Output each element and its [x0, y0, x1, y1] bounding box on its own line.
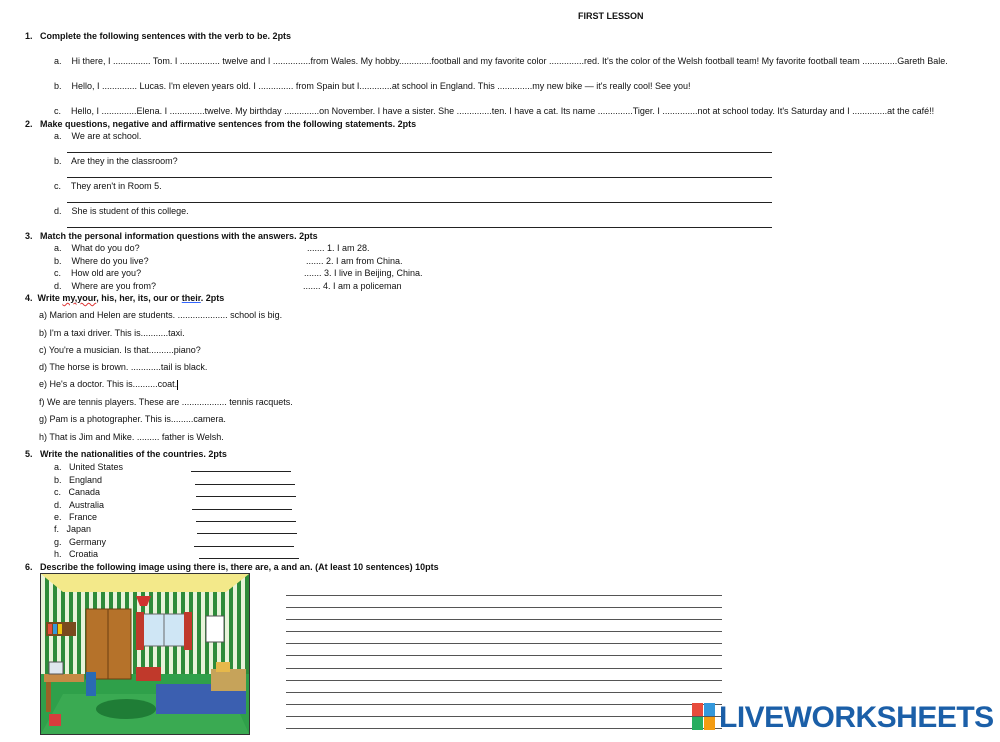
s5-item-e	[54, 512, 97, 522]
nationality-line[interactable]	[194, 546, 294, 547]
s2-item-a	[54, 131, 141, 141]
heading-part: Write	[37, 293, 63, 303]
s5-item-c	[54, 487, 100, 497]
writing-line[interactable]	[286, 728, 722, 729]
item-letter: c.	[54, 487, 62, 497]
section-6-heading	[25, 562, 439, 572]
item-letter: g.	[54, 537, 62, 547]
nationality-line[interactable]	[192, 509, 292, 510]
answer-line[interactable]	[67, 152, 772, 153]
section-1-title: Complete the following sentences with the verb to be. 2pts	[40, 31, 292, 41]
section-2-title: Make questions, negative and affirmative sentences from the following statements. 2pts	[40, 119, 417, 129]
item-letter: d.	[54, 500, 62, 510]
s3-question-d	[54, 281, 156, 291]
s4-item-d: d) The horse is brown. ............tail is black.	[39, 362, 208, 372]
item-letter: e.	[54, 512, 62, 522]
writing-line[interactable]	[286, 704, 722, 705]
writing-line[interactable]	[286, 668, 722, 669]
s5-item-g	[54, 537, 106, 547]
text-cursor	[177, 380, 178, 390]
section-2-heading	[25, 119, 416, 129]
s4-item-b: b) I'm a taxi driver. This is...........taxi.	[39, 328, 185, 338]
item-letter: a.	[54, 462, 62, 472]
item-letter: f.	[54, 524, 60, 534]
section-5-title: Write the nationalities of the countries. 2pts	[40, 449, 227, 459]
s2-item-c	[54, 181, 162, 191]
bedroom-illustration	[40, 573, 250, 735]
section-5-heading	[25, 449, 227, 459]
writing-line[interactable]	[286, 692, 722, 693]
item-letter: b.	[54, 81, 62, 91]
sentence-text: Hi there, I ............... Tom. I ................ twelve and I ...............from Wales. My hobby.............football and my favorite color ..............red. It's the color of the Welsh football team! My favorite football team ..............Gareth Bale.	[71, 56, 948, 66]
country-name: Croatia	[69, 549, 99, 559]
s4-item-a: a) Marion and Helen are students. .................... school is big.	[39, 310, 283, 320]
country-name: Germany	[69, 537, 107, 547]
s2-item-d	[54, 206, 189, 216]
section-5-number: 5.	[25, 449, 33, 459]
section-3-number: 3.	[25, 231, 33, 241]
s4-item-f: f) We are tennis players. These are .................. tennis racquets.	[39, 397, 293, 407]
item-letter: b.	[54, 256, 62, 266]
section-1-number: 1.	[25, 31, 33, 41]
s5-item-b	[54, 475, 102, 485]
nationality-line[interactable]	[196, 496, 296, 497]
writing-line[interactable]	[286, 607, 722, 608]
item-letter: d.	[54, 206, 62, 216]
statement-text: Are they in the classroom?	[71, 156, 178, 166]
item-letter: a.	[54, 131, 62, 141]
heading-part: my,your	[62, 293, 97, 303]
s4-item-e	[39, 379, 178, 390]
section-4-heading	[25, 293, 224, 303]
item-letter: c.	[54, 268, 62, 278]
nationality-line[interactable]	[197, 533, 297, 534]
nationality-line[interactable]	[195, 484, 295, 485]
nationality-line[interactable]	[191, 471, 291, 472]
item-letter: c.	[54, 106, 62, 116]
question-text: Where are you from?	[71, 281, 157, 291]
item-letter: h.	[54, 549, 62, 559]
heading-part: their	[181, 293, 201, 303]
s3-answer-2[interactable]: ....... 2. I am from China.	[306, 256, 403, 266]
s5-item-f	[54, 524, 91, 534]
writing-line[interactable]	[286, 595, 722, 596]
country-name: United States	[69, 462, 124, 472]
answer-line[interactable]	[67, 177, 772, 178]
item-letter: d.	[54, 281, 62, 291]
section-6-number: 6.	[25, 562, 33, 572]
s3-answer-4[interactable]: ....... 4. I am a policeman	[303, 281, 402, 291]
sentence-text: Hello, I .............. Lucas. I'm eleven years old. I .............. from Spain but I.............at school in England. This ..............my new bike — it's really cool! See you!	[71, 81, 691, 91]
s4-item-g: g) Pam is a photographer. This is.........camera.	[39, 414, 226, 424]
s3-answer-1[interactable]: ....... 1. I am 28.	[307, 243, 370, 253]
section-2-number: 2.	[25, 119, 33, 129]
item-letter: b.	[54, 475, 62, 485]
question-text: Where do you live?	[71, 256, 149, 266]
question-text: How old are you?	[71, 268, 142, 278]
s5-item-a	[54, 462, 123, 472]
item-letter: b.	[54, 156, 62, 166]
country-name: Australia	[69, 500, 105, 510]
heading-part: . 2pts	[200, 293, 225, 303]
s4-item-e-text: e) He's a doctor. This is..........coat.	[39, 379, 178, 389]
statement-text: We are at school.	[71, 131, 142, 141]
liveworksheets-logo[interactable]	[692, 700, 992, 734]
writing-line[interactable]	[286, 655, 722, 656]
nationality-line[interactable]	[196, 521, 296, 522]
s3-answer-3[interactable]: ....... 3. I live in Beijing, China.	[304, 268, 423, 278]
s4-item-h: h) That is Jim and Mike. ......... father is Welsh.	[39, 432, 224, 442]
s1-item-c	[54, 106, 934, 116]
section-1-heading	[25, 31, 291, 41]
s3-question-a	[54, 243, 140, 253]
answer-line[interactable]	[67, 202, 772, 203]
item-letter: a.	[54, 56, 62, 66]
country-name: Canada	[68, 487, 101, 497]
writing-line[interactable]	[286, 643, 722, 644]
section-3-title: Match the personal information questions with the answers. 2pts	[40, 231, 318, 241]
writing-line[interactable]	[286, 716, 722, 717]
writing-line[interactable]	[286, 680, 722, 681]
s3-question-c	[54, 268, 141, 278]
question-text: What do you do?	[71, 243, 140, 253]
sentence-text: Hello, I ..............Elena. I ..............twelve. My birthday ..............on November. I have a sister. She ..............ten. I have a cat. Its name ..............Tiger. I ..............not at school today. It's Saturday and I ..............at the café!!	[71, 106, 935, 116]
writing-line[interactable]	[286, 631, 722, 632]
s4-item-c: c) You're a musician. Is that..........piano?	[39, 345, 201, 355]
country-name: France	[69, 512, 98, 522]
section-3-heading	[25, 231, 318, 241]
s2-item-b	[54, 156, 178, 166]
page-title: FIRST LESSON	[578, 11, 644, 21]
country-name: England	[69, 475, 103, 485]
section-4-number: 4.	[25, 293, 33, 303]
item-letter: a.	[54, 243, 62, 253]
s3-question-b	[54, 256, 149, 266]
country-name: Japan	[66, 524, 92, 534]
answer-line[interactable]	[67, 227, 772, 228]
logo-badge-icon	[692, 703, 716, 733]
writing-line[interactable]	[286, 619, 722, 620]
section-6-title: Describe the following image using there is, there are, a and an. (At least 10 sentences) 10pts	[40, 562, 439, 572]
heading-part: , his, her, its, our or	[96, 293, 182, 303]
item-letter: c.	[54, 181, 62, 191]
statement-text: They aren't in Room 5.	[70, 181, 162, 191]
nationality-line[interactable]	[199, 558, 299, 559]
s1-item-b	[54, 81, 691, 91]
statement-text: She is student of this college.	[71, 206, 189, 216]
s5-item-h	[54, 549, 98, 559]
s1-item-a	[54, 56, 948, 66]
logo-text: LIVEWORKSHEETS	[719, 701, 994, 734]
s5-item-d	[54, 500, 104, 510]
